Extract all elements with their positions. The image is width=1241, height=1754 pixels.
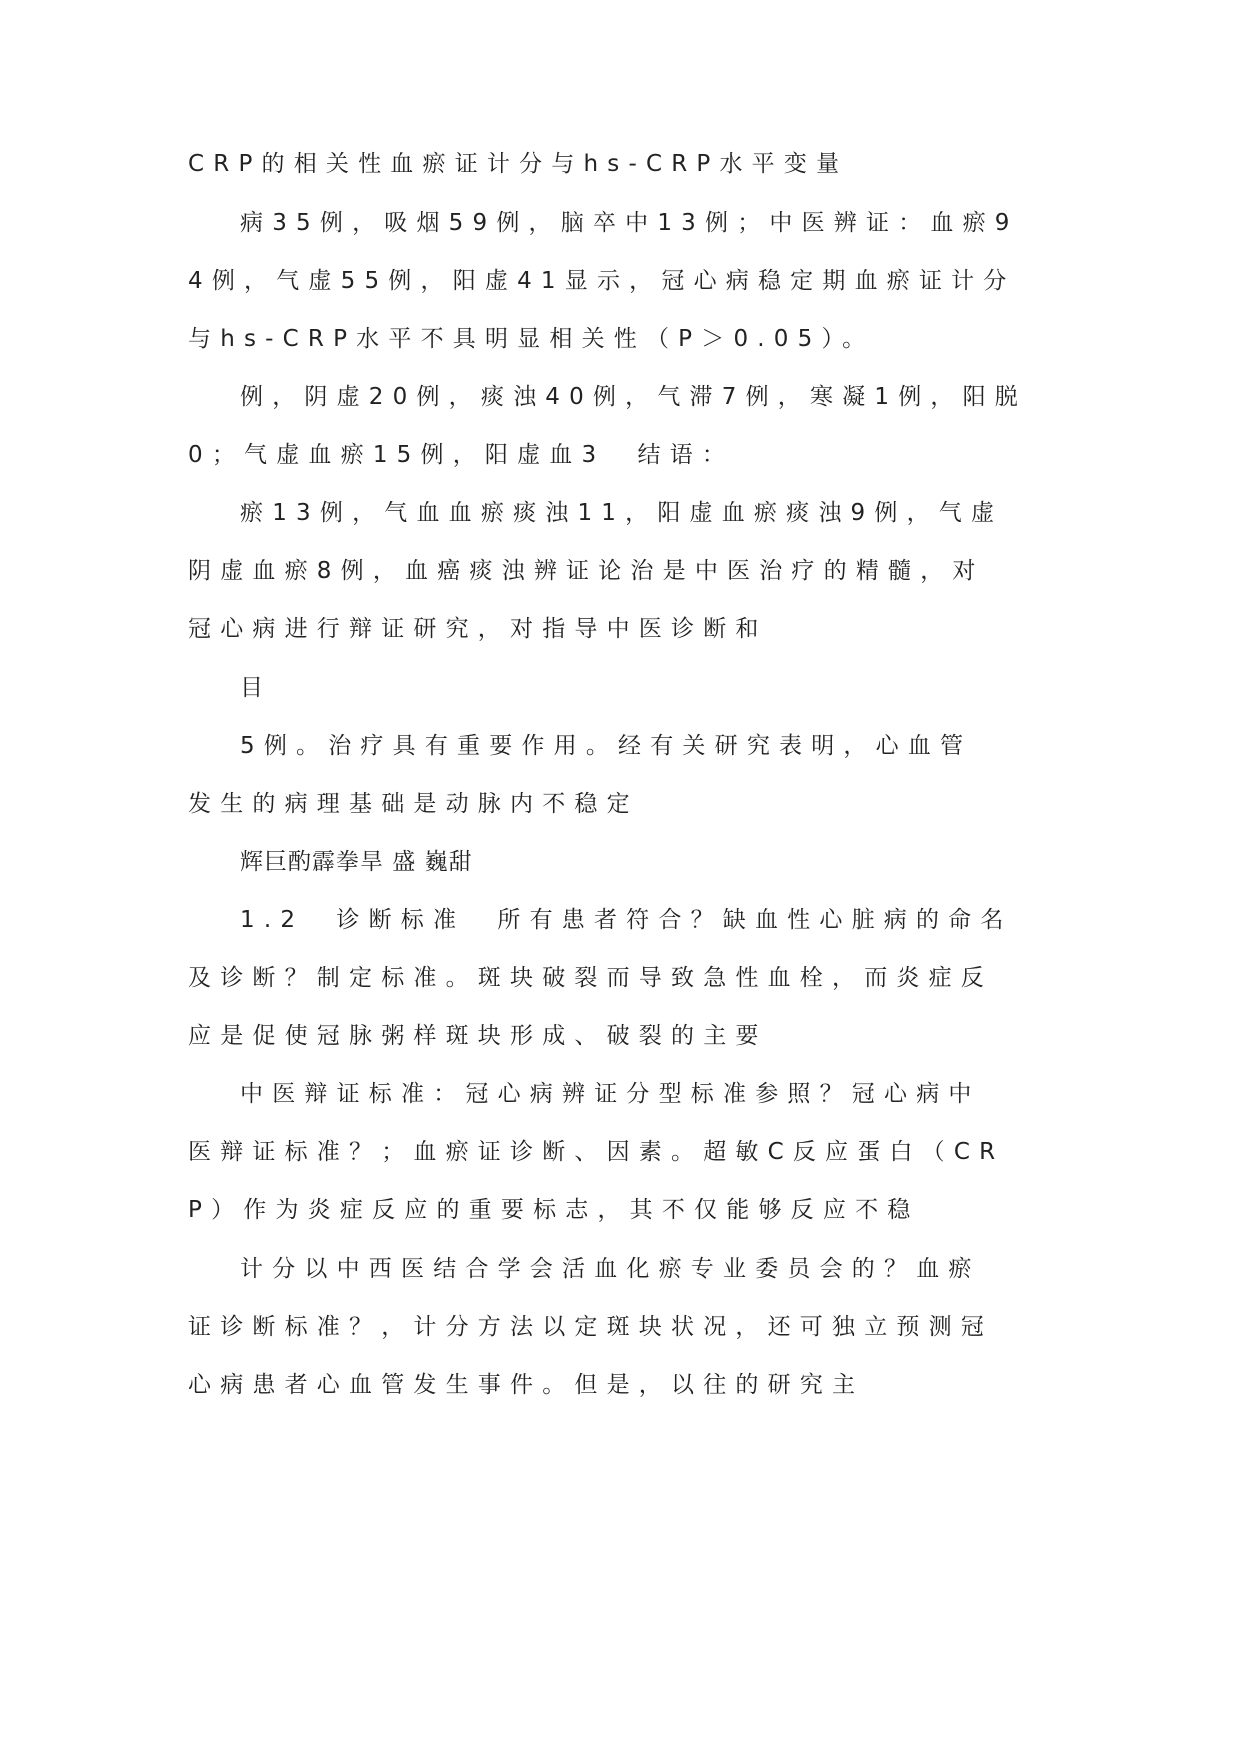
text-line-17: 中医辩证标准：冠心病辨证分型标准参照？冠心病中 — [240, 1081, 981, 1107]
text-line-14: 1.2 诊断标准 所有患者符合？缺血性心脏病的命名 — [240, 907, 1013, 933]
text-line-10: 目 — [240, 675, 273, 701]
text-line-4: 与hs-CRP水平不具明显相关性（P＞0.05）。 — [188, 326, 875, 352]
text-line-8: 阴虚血瘀8例，血癌痰浊辨证论治是中医治疗的精髓，对 — [188, 558, 985, 584]
text-line-12: 发生的病理基础是动脉内不稳定 — [188, 791, 639, 817]
text-line-19: P）作为炎症反应的重要标志，其不仅能够反应不稳 — [188, 1197, 920, 1223]
text-line-16: 应是促使冠脉粥样斑块形成、破裂的主要 — [188, 1023, 768, 1049]
text-line-3: 4例，气虚55例，阳虚41显示，冠心病稳定期血瘀证计分 — [188, 268, 1016, 294]
text-line-2: 病35例，吸烟59例，脑卒中13例；中医辨证：血瘀9 — [240, 210, 1019, 236]
text-line-13: 辉巨酌霹拳旱 盛 巍甜 — [240, 849, 473, 875]
text-line-21: 证诊断标准？，计分方法以定斑块状况，还可独立预测冠 — [188, 1314, 993, 1340]
text-line-7: 瘀13例，气血血瘀痰浊11，阳虚血瘀痰浊9例，气虚 — [240, 500, 1004, 526]
text-line-11: 5例。治疗具有重要作用。经有关研究表明，心血管 — [240, 733, 973, 759]
text-line-6: 0；气虚血瘀15例，阳虚血3 结语： — [188, 442, 735, 468]
text-line-9: 冠心病进行辩证研究，对指导中医诊断和 — [188, 616, 768, 642]
text-line-22: 心病患者心血管发生事件。但是，以往的研究主 — [188, 1372, 865, 1398]
text-line-20: 计分以中西医结合学会活血化瘀专业委员会的？血瘀 — [240, 1256, 981, 1282]
text-line-15: 及诊断？制定标准。斑块破裂而导致急性血栓，而炎症反 — [188, 965, 993, 991]
text-line-18: 医辩证标准？；血瘀证诊断、因素。超敏C反应蛋白（CR — [188, 1139, 1005, 1165]
text-line-5: 例，阴虚20例，痰浊40例，气滞7例，寒凝1例，阳脱 — [240, 384, 1027, 410]
text-line-1: CRP的相关性血瘀证计分与hs-CRP水平变量 — [188, 151, 849, 177]
